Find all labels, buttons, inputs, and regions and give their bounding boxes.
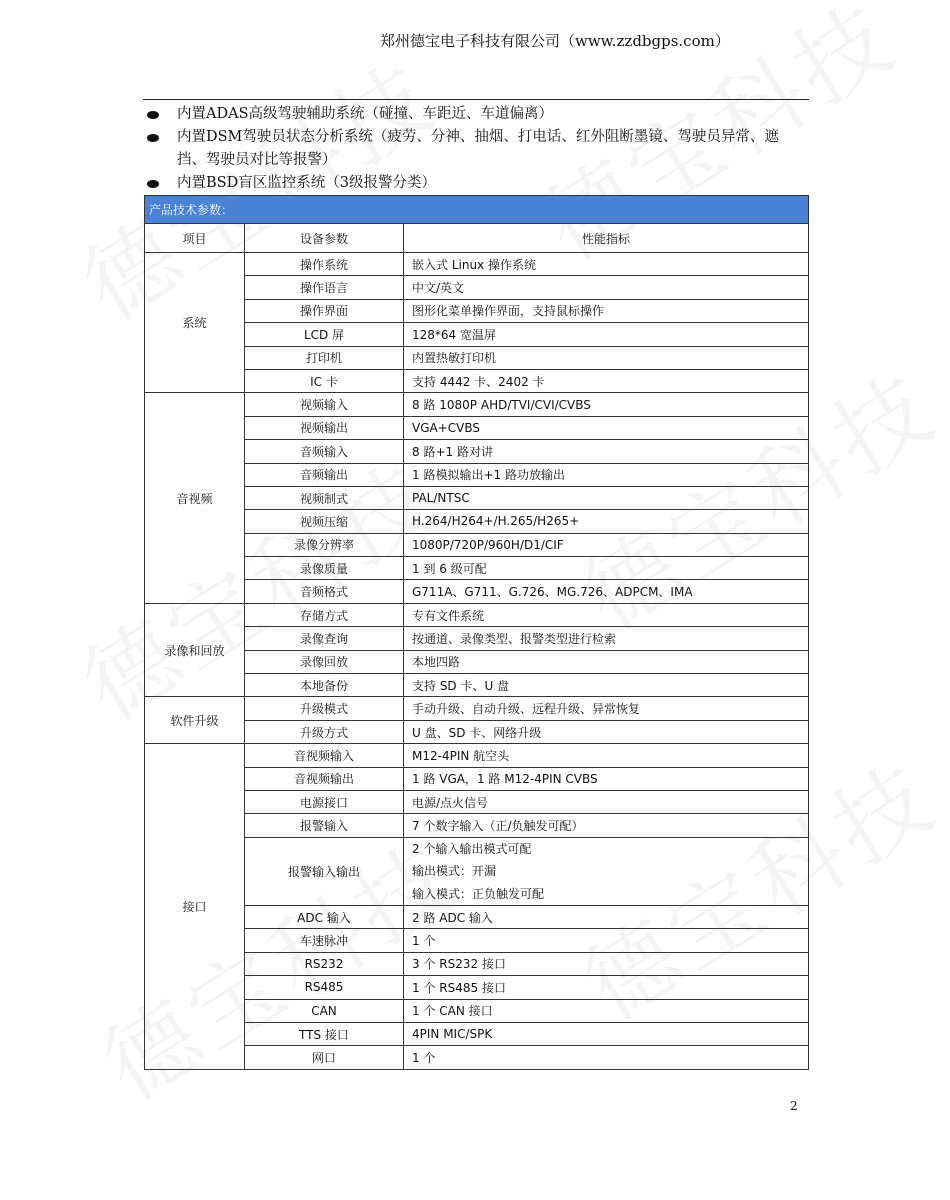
table-row	[145, 976, 809, 999]
param-cell: 视频输出	[245, 416, 404, 439]
category-cell: 接口	[145, 744, 245, 1070]
table-row	[145, 1046, 809, 1069]
param-cell: 报警输入	[245, 814, 404, 837]
value-cell: 1 路模拟输出+1 路功放输出	[404, 463, 809, 486]
value-line: 输出模式：开漏	[412, 864, 497, 879]
bullet-icon	[147, 134, 159, 142]
table-row	[145, 603, 809, 626]
value-cell: 4PIN MIC/SPK	[404, 1022, 809, 1045]
table-row	[145, 814, 809, 837]
param-cell: 音频格式	[245, 580, 404, 603]
param-cell: 录像查询	[245, 627, 404, 650]
param-cell: CAN	[245, 999, 404, 1022]
header-divider	[143, 99, 809, 100]
value-cell	[404, 837, 809, 905]
table-row	[145, 650, 809, 673]
param-cell: LCD 屏	[245, 323, 404, 346]
param-cell: 录像分辨率	[245, 533, 404, 556]
value-cell: 128*64 宽温屏	[404, 323, 809, 346]
table-row	[145, 299, 809, 322]
value-cell: 专有文件系统	[404, 603, 809, 626]
table-row	[145, 393, 809, 416]
value-cell: 7 个数字输入（正/负触发可配）	[404, 814, 809, 837]
param-cell: 操作系统	[245, 253, 404, 276]
header-performance: 性能指标	[404, 224, 809, 253]
value-cell: 1 路 VGA，1 路 M12-4PIN CVBS	[404, 767, 809, 790]
table-row	[145, 790, 809, 813]
header-item: 项目	[145, 224, 245, 253]
param-cell: 电源接口	[245, 790, 404, 813]
param-cell: 音频输入	[245, 440, 404, 463]
value-cell: 1 个	[404, 1046, 809, 1069]
table-row	[145, 905, 809, 928]
table-row	[145, 1022, 809, 1045]
bullet-icon	[147, 111, 159, 119]
value-cell: 手动升级、自动升级、远程升级、异常恢复	[404, 697, 809, 720]
param-cell: 操作界面	[245, 299, 404, 322]
table-row	[145, 999, 809, 1022]
value-cell: VGA+CVBS	[404, 416, 809, 439]
value-cell: 3 个 RS232 接口	[404, 952, 809, 975]
value-cell: 支持 4442 卡、2402 卡	[404, 369, 809, 392]
param-cell: 升级模式	[245, 697, 404, 720]
table-row	[145, 276, 809, 299]
value-cell: 按通道、录像类型、报警类型进行检索	[404, 627, 809, 650]
company-header: 郑州德宝电子科技有限公司（www.zzdbgps.com）	[380, 32, 730, 50]
table-row	[145, 744, 809, 767]
table-banner: 产品技术参数：	[145, 196, 809, 224]
category-cell: 音视频	[145, 393, 245, 604]
table-banner-row	[145, 196, 809, 224]
param-cell: RS232	[245, 952, 404, 975]
spec-table	[144, 195, 809, 1070]
value-cell: 本地四路	[404, 650, 809, 673]
value-cell: 1 个 RS485 接口	[404, 976, 809, 999]
table-row	[145, 510, 809, 533]
value-line: 输入模式：正负触发可配	[412, 886, 545, 901]
table-header-row	[145, 224, 809, 253]
table-row	[145, 627, 809, 650]
param-cell: 操作语言	[245, 276, 404, 299]
param-cell: TTS 接口	[245, 1022, 404, 1045]
value-cell: 图形化菜单操作界面，支持鼠标操作	[404, 299, 809, 322]
value-cell: 1 到 6 级可配	[404, 557, 809, 580]
header-param: 设备参数	[245, 224, 404, 253]
table-row	[145, 720, 809, 743]
param-cell: 视频输入	[245, 393, 404, 416]
param-cell: 录像回放	[245, 650, 404, 673]
table-row	[145, 580, 809, 603]
param-cell: 音频输出	[245, 463, 404, 486]
value-cell: 中文/英文	[404, 276, 809, 299]
param-cell: 升级方式	[245, 720, 404, 743]
param-cell: 视频压缩	[245, 510, 404, 533]
feature-item	[147, 126, 807, 172]
value-cell: PAL/NTSC	[404, 486, 809, 509]
value-cell: U 盘、SD 卡、网络升级	[404, 720, 809, 743]
feature-list	[147, 103, 807, 195]
category-cell: 系统	[145, 253, 245, 393]
param-cell: 音视频输出	[245, 767, 404, 790]
value-cell: M12-4PIN 航空头	[404, 744, 809, 767]
value-cell: 8 路+1 路对讲	[404, 440, 809, 463]
value-cell: G711A、G711、G.726、MG.726、ADPCM、IMA	[404, 580, 809, 603]
feature-item	[147, 103, 807, 126]
param-cell: 存储方式	[245, 603, 404, 626]
value-cell: H.264/H264+/H.265/H265+	[404, 510, 809, 533]
feature-text: 内置DSM驾驶员状态分析系统（疲劳、分神、抽烟、打电话、红外阻断墨镜、驾驶员异常、遮挡、驾驶员对比等报警）	[177, 129, 779, 168]
table-row	[145, 697, 809, 720]
feature-text: 内置BSD盲区监控系统（3级报警分类）	[177, 175, 436, 191]
table-row	[145, 837, 809, 905]
param-cell: 本地备份	[245, 674, 404, 697]
param-cell: 车速脉冲	[245, 929, 404, 952]
param-cell: ADC 输入	[245, 905, 404, 928]
feature-item	[147, 172, 807, 195]
value-cell: 嵌入式 Linux 操作系统	[404, 253, 809, 276]
table-row	[145, 253, 809, 276]
value-cell: 2 路 ADC 输入	[404, 905, 809, 928]
table-row	[145, 929, 809, 952]
value-cell: 电源/点火信号	[404, 790, 809, 813]
table-row	[145, 767, 809, 790]
category-cell: 录像和回放	[145, 603, 245, 697]
value-cell: 内置热敏打印机	[404, 346, 809, 369]
table-row	[145, 952, 809, 975]
table-row	[145, 323, 809, 346]
param-cell: IC 卡	[245, 369, 404, 392]
param-cell: 打印机	[245, 346, 404, 369]
value-cell: 1 个 CAN 接口	[404, 999, 809, 1022]
page-number: 2	[790, 1099, 798, 1113]
table-row	[145, 557, 809, 580]
bullet-icon	[147, 180, 159, 188]
param-cell: 报警输入输出	[245, 837, 404, 905]
table-row	[145, 674, 809, 697]
value-cell: 1 个	[404, 929, 809, 952]
param-cell: 视频制式	[245, 486, 404, 509]
table-row	[145, 463, 809, 486]
category-cell: 软件升级	[145, 697, 245, 744]
value-cell: 支持 SD 卡、U 盘	[404, 674, 809, 697]
table-row	[145, 346, 809, 369]
param-cell: 音视频输入	[245, 744, 404, 767]
value-line: 2 个输入输出模式可配	[412, 841, 532, 856]
table-row	[145, 533, 809, 556]
param-cell: RS485	[245, 976, 404, 999]
table-row	[145, 486, 809, 509]
value-cell: 1080P/720P/960H/D1/CIF	[404, 533, 809, 556]
table-row	[145, 416, 809, 439]
table-row	[145, 440, 809, 463]
value-cell: 8 路 1080P AHD/TVI/CVI/CVBS	[404, 393, 809, 416]
table-row	[145, 369, 809, 392]
feature-text: 内置ADAS高级驾驶辅助系统（碰撞、车距近、车道偏离）	[177, 106, 553, 122]
param-cell: 网口	[245, 1046, 404, 1069]
param-cell: 录像质量	[245, 557, 404, 580]
